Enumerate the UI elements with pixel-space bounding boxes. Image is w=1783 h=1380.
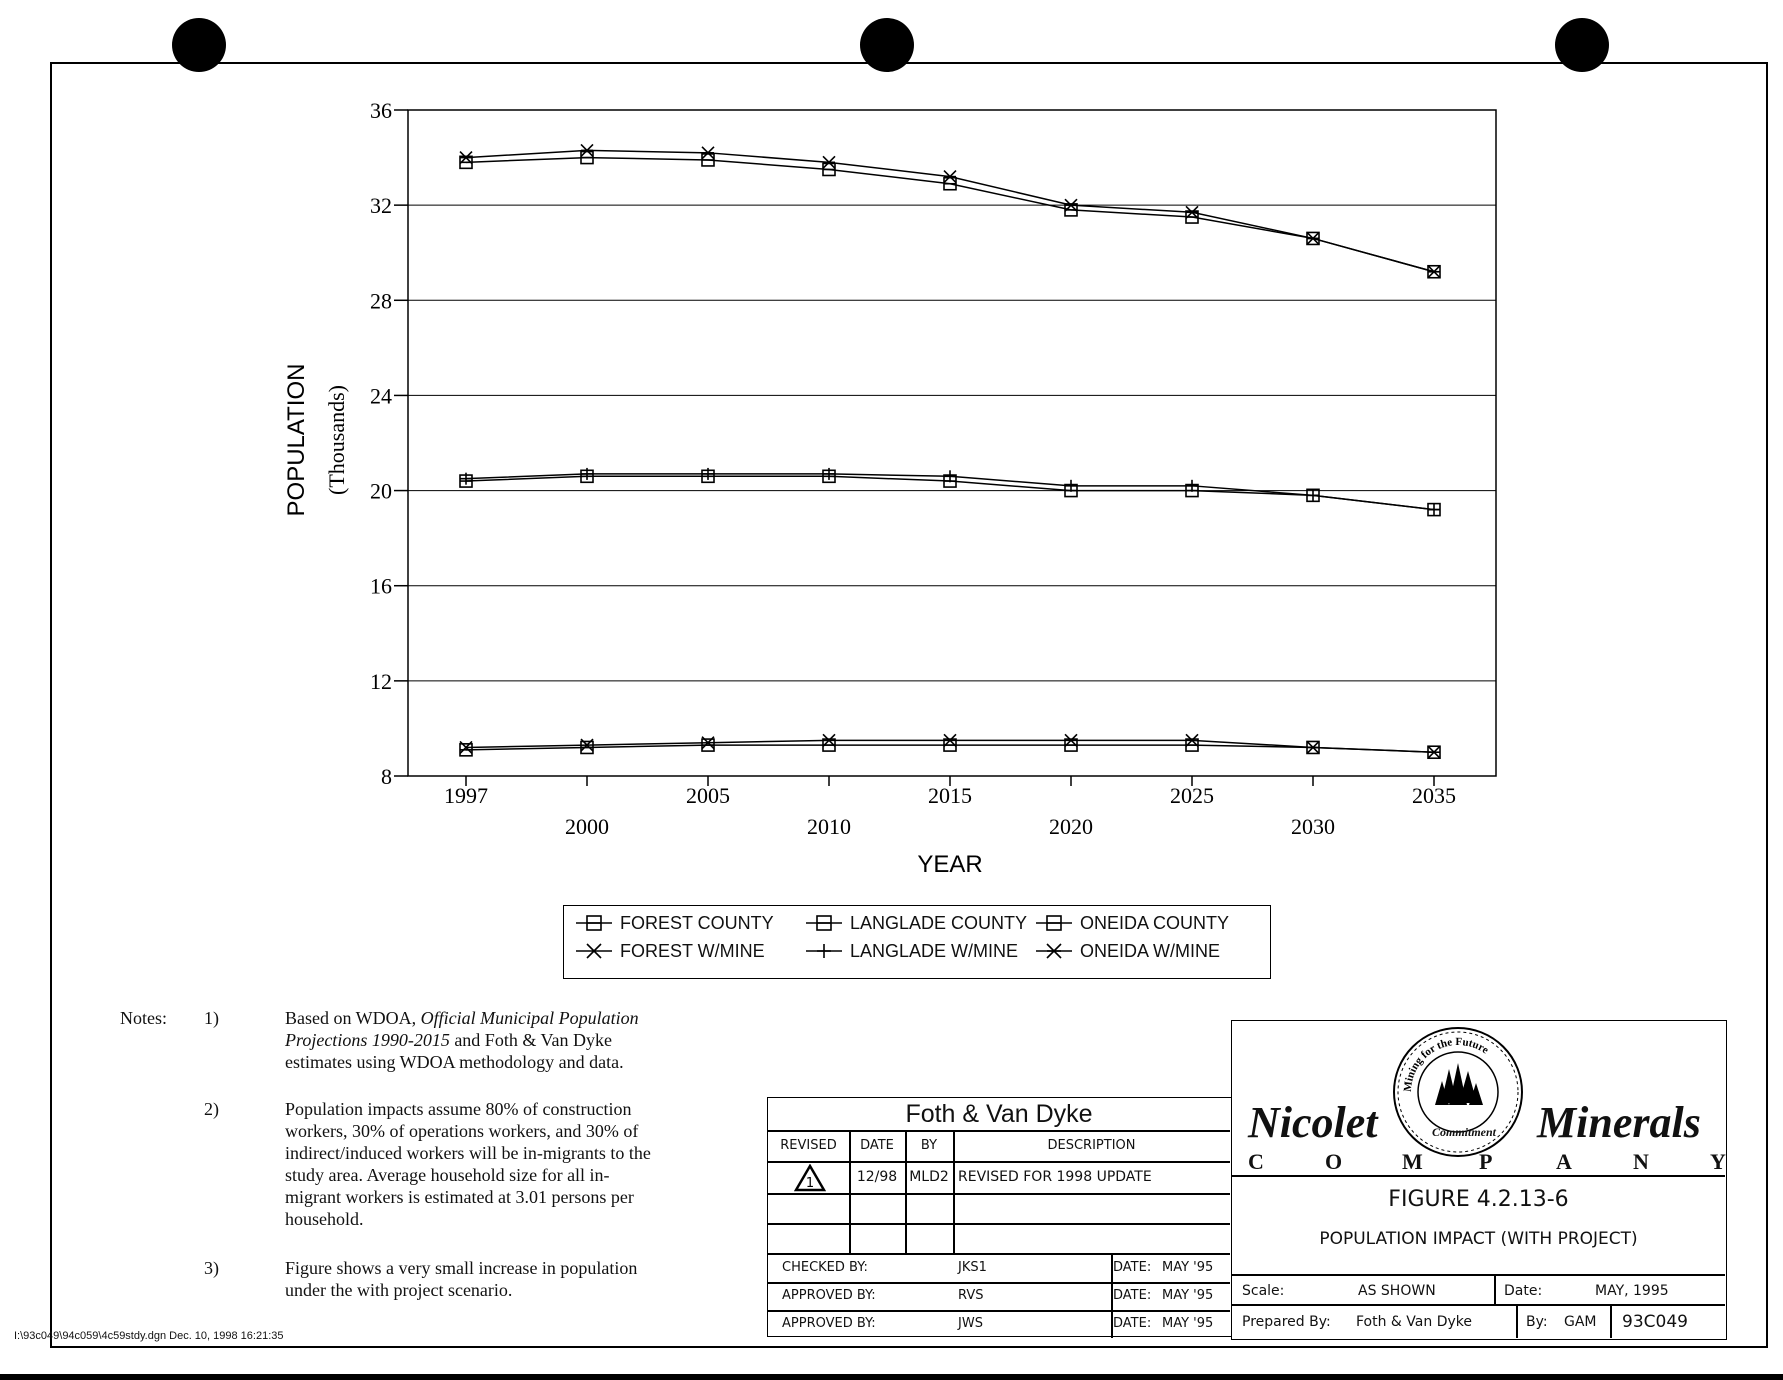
data-point — [1307, 489, 1319, 501]
approval-date: MAY '95 — [1162, 1288, 1214, 1303]
note-span: Based on WDOA, — [285, 1008, 421, 1028]
data-point — [702, 154, 714, 166]
approval-date: MAY '95 — [1162, 1316, 1214, 1331]
x-tick-label: 2035 — [1412, 783, 1456, 808]
x-tick-label: 1997 — [444, 783, 488, 808]
prepared-by-value: Foth & Van Dyke — [1356, 1314, 1472, 1330]
note-text — [285, 1098, 705, 1230]
svg-text:1: 1 — [805, 1176, 815, 1191]
revision-date: 12/98 — [856, 1169, 898, 1185]
note-number: 2) — [204, 1099, 219, 1119]
revision-description: REVISED FOR 1998 UPDATE — [958, 1169, 1152, 1185]
legend-label: FOREST W/MINE — [620, 940, 765, 961]
data-point — [944, 171, 956, 183]
approval-date-label: DATE: — [1113, 1316, 1152, 1331]
series-oneida-county — [460, 152, 1440, 278]
legend-symbol-icon — [1034, 912, 1074, 934]
note-span: Population impacts assume 80% of construction — [285, 1099, 632, 1119]
data-point — [1428, 266, 1440, 278]
x-tick-label: 2000 — [565, 814, 609, 839]
title-block — [1231, 1020, 1727, 1340]
note-line — [285, 1208, 705, 1230]
approval-name: JWS — [958, 1316, 983, 1331]
note-number: 3) — [204, 1258, 219, 1278]
series-oneida-w-mine — [460, 144, 1440, 277]
drawing-number: 93C049 — [1622, 1312, 1688, 1332]
legend-label: FOREST COUNTY — [620, 912, 774, 933]
y-tick-label: 8 — [381, 764, 392, 789]
legend-symbol-icon — [804, 940, 844, 962]
legend-label: LANGLADE W/MINE — [850, 940, 1019, 961]
y-tick-label: 28 — [370, 288, 392, 314]
approval-label: APPROVED BY: — [782, 1316, 876, 1331]
approval-date-label: DATE: — [1113, 1260, 1152, 1275]
note-line — [285, 1120, 705, 1142]
prepared-by-label: Prepared By: — [1242, 1314, 1331, 1330]
data-point — [581, 152, 593, 164]
company-sub-letter: P — [1479, 1149, 1493, 1174]
legend-symbol-icon — [574, 940, 614, 962]
y-tick-label: 16 — [370, 573, 392, 599]
company-subtitle — [1248, 1149, 1726, 1174]
revised-header: REVISED — [780, 1138, 837, 1153]
company-sub-letter: Y — [1710, 1149, 1726, 1174]
approval-name: RVS — [958, 1288, 984, 1303]
x-tick-label: 2005 — [686, 783, 730, 808]
note-span: household. — [285, 1209, 364, 1229]
approval-label: APPROVED BY: — [782, 1288, 876, 1303]
data-point — [460, 744, 472, 756]
note-line — [285, 1098, 705, 1120]
y-tick-label: 24 — [370, 383, 392, 409]
note-span: under the with project scenario. — [285, 1280, 513, 1300]
legend-item-oneida-county — [1034, 912, 1229, 934]
legend-symbol-icon — [574, 912, 614, 934]
note-span: Official Municipal Population — [420, 1008, 639, 1028]
legend-item-forest-county — [574, 912, 774, 934]
x-tick-label: 2020 — [1049, 814, 1093, 839]
note-line — [285, 1164, 705, 1186]
y-tick-label: 20 — [370, 478, 392, 504]
note-span: migrant workers is estimated at 3.01 persons per — [285, 1187, 634, 1207]
note-span: indirect/induced workers will be in-migrants to the — [285, 1143, 651, 1163]
legend-symbol-icon — [1034, 940, 1074, 962]
note-line — [285, 1257, 705, 1279]
scale-value: AS SHOWN — [1358, 1283, 1436, 1299]
note-line — [285, 1051, 705, 1073]
y-axis-subtitle: (Thousands) — [324, 385, 349, 495]
logo-bottom-text: Commitment — [1432, 1125, 1497, 1139]
company-sub-letter: C — [1248, 1149, 1264, 1174]
series-line — [466, 158, 1434, 272]
revision-by: MLD2 — [909, 1169, 949, 1185]
nicolet-minerals-logo — [1389, 1023, 1527, 1161]
legend-item-langlade-w-mine — [804, 940, 1018, 962]
note-line — [285, 1142, 705, 1164]
x-tick-label: 2010 — [807, 814, 851, 839]
x-tick-label: 2030 — [1291, 814, 1335, 839]
data-point — [581, 741, 593, 753]
data-point — [702, 739, 714, 751]
note-span: estimates using WDOA methodology and data. — [285, 1052, 624, 1072]
note-span: workers, 30% of operations workers, and 30% of — [285, 1121, 639, 1141]
series-forest-w-mine — [460, 734, 1440, 758]
legend-label: LANGLADE COUNTY — [850, 912, 1028, 933]
x-tick-label: 2015 — [928, 783, 972, 808]
data-point — [581, 144, 593, 156]
y-tick-label: 36 — [370, 98, 392, 123]
note-text — [285, 1257, 705, 1301]
description-header: DESCRIPTION — [1047, 1138, 1136, 1153]
company-sub-letter: O — [1325, 1149, 1343, 1174]
file-path-stamp: I:\93c049\94c059\4c59stdy.dgn Dec. 10, 1998 16:21:35 — [14, 1330, 284, 1342]
legend-symbol-icon — [804, 912, 844, 934]
series-langlade-w-mine — [460, 468, 1440, 516]
note-line — [285, 1029, 705, 1051]
y-tick-label: 12 — [370, 668, 392, 694]
x-tick-label: 2025 — [1170, 783, 1214, 808]
note-line — [285, 1279, 705, 1301]
data-point — [1307, 232, 1319, 244]
approval-label: CHECKED BY: — [782, 1260, 868, 1275]
svg-text:Mining for the Future: Mining for the Future — [1401, 1035, 1491, 1093]
firm-name: Foth & Van Dyke — [905, 1100, 1093, 1128]
legend-item-oneida-w-mine — [1034, 940, 1220, 962]
figure-title: POPULATION IMPACT (WITH PROJECT) — [1319, 1229, 1638, 1249]
drawn-by-value: GAM — [1564, 1314, 1597, 1330]
data-point — [823, 156, 835, 168]
series-forest-county — [460, 739, 1440, 758]
note-line — [285, 1007, 705, 1029]
note-span: study area. Average household size for all in- — [285, 1165, 610, 1185]
company-sub-letter: A — [1556, 1149, 1572, 1174]
bottom-edge — [0, 1374, 1783, 1380]
scale-label: Scale: — [1242, 1283, 1285, 1299]
revision-block — [767, 1097, 1232, 1337]
legend-item-langlade-county — [804, 912, 1027, 934]
note-span: Projections 1990-2015 — [285, 1030, 450, 1050]
chart-legend — [563, 905, 1271, 979]
date-label: Date: — [1504, 1283, 1543, 1299]
date-header: DATE — [860, 1138, 894, 1153]
legend-item-forest-w-mine — [574, 940, 765, 962]
y-tick-label: 32 — [370, 193, 392, 219]
data-point — [702, 147, 714, 159]
notes-label: Notes: — [120, 1008, 167, 1028]
date-value: MAY, 1995 — [1595, 1283, 1669, 1299]
company-name-right: Minerals — [1537, 1098, 1701, 1147]
x-axis-title: YEAR — [917, 851, 983, 878]
revision-triangle-icon — [794, 1164, 826, 1192]
by-header: BY — [920, 1138, 938, 1153]
company-sub-letter: N — [1633, 1149, 1649, 1174]
approval-date-label: DATE: — [1113, 1288, 1152, 1303]
series-line — [466, 150, 1434, 271]
drawn-by-label: By: — [1526, 1314, 1548, 1330]
note-span: Figure shows a very small increase in population — [285, 1258, 638, 1278]
approval-date: MAY '95 — [1162, 1260, 1214, 1275]
y-axis-title: POPULATION — [283, 363, 310, 517]
plot-area-frame — [408, 110, 1496, 776]
legend-label: ONEIDA W/MINE — [1080, 940, 1221, 961]
company-sub-letter: M — [1402, 1149, 1423, 1174]
note-line — [285, 1186, 705, 1208]
note-number: 1) — [204, 1008, 219, 1028]
figure-number: FIGURE 4.2.13-6 — [1388, 1187, 1569, 1212]
company-name-left: Nicolet — [1248, 1098, 1378, 1147]
approval-name: JKS1 — [958, 1260, 987, 1275]
data-point — [944, 178, 956, 190]
data-point — [823, 163, 835, 175]
data-point — [1428, 504, 1440, 516]
legend-label: ONEIDA COUNTY — [1080, 912, 1230, 933]
note-span: and Foth & Van Dyke — [449, 1030, 612, 1050]
note-text — [285, 1007, 705, 1073]
